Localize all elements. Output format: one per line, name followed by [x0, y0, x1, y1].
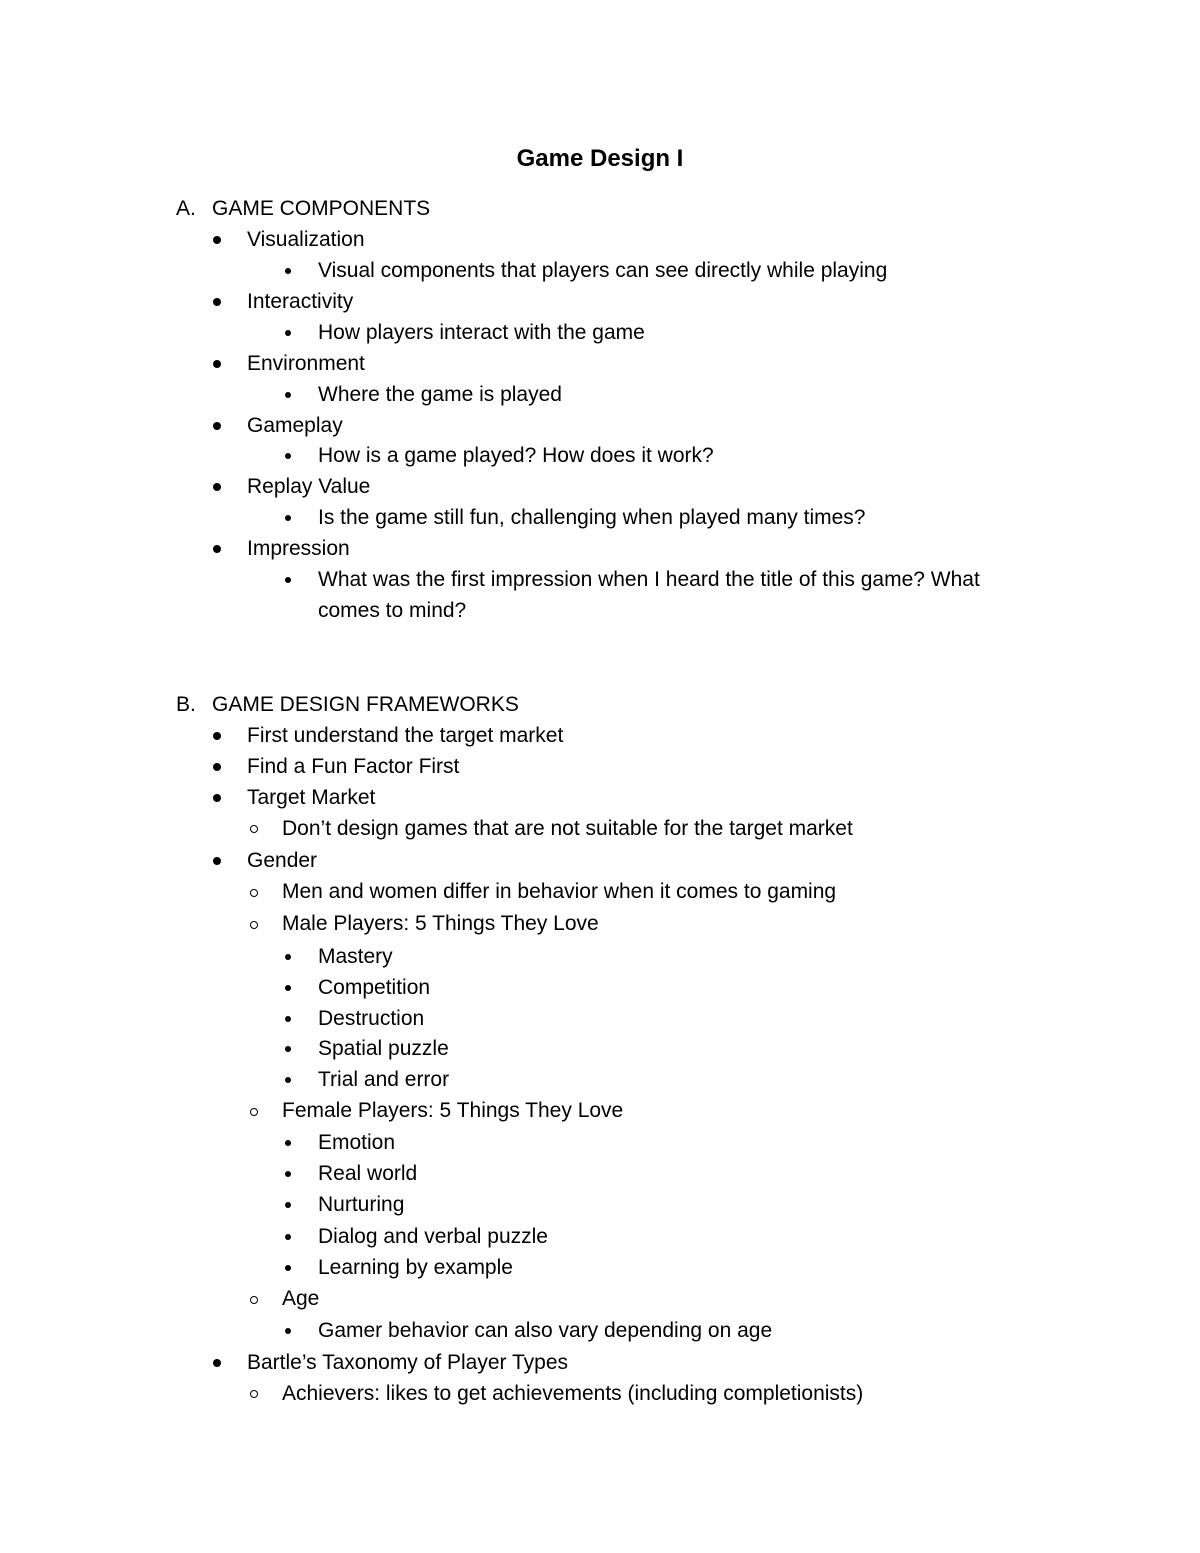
bullet-icon — [213, 236, 221, 244]
list-item: Emotion — [318, 1131, 396, 1154]
bullet-icon — [213, 422, 221, 430]
list-item: Men and women differ in behavior when it comes to gaming — [282, 880, 837, 903]
bullet-icon — [285, 1234, 291, 1240]
list-item: Visualization — [247, 228, 365, 251]
bullet-icon — [213, 483, 221, 491]
list-item: Destruction — [318, 1007, 425, 1030]
list-item: Gender — [247, 849, 318, 872]
list-item: Impression — [247, 537, 350, 560]
bullet-icon — [213, 360, 221, 368]
circle-bullet-icon — [250, 1108, 258, 1116]
section-b-heading: GAME DESIGN FRAMEWORKS — [212, 693, 519, 716]
list-item: Gamer behavior can also vary depending on age — [318, 1319, 773, 1342]
list-item: Target Market — [247, 786, 376, 809]
bullet-icon — [285, 1265, 291, 1271]
list-item: Learning by example — [318, 1256, 513, 1279]
list-item: How players interact with the game — [318, 321, 645, 344]
bullet-icon — [285, 1140, 291, 1146]
bullet-icon — [285, 1046, 291, 1052]
list-item-continuation: comes to mind? — [318, 599, 467, 622]
section-b-marker: B. — [176, 693, 196, 716]
page-title: Game Design I — [516, 145, 684, 172]
list-item: Dialog and verbal puzzle — [318, 1225, 548, 1248]
circle-bullet-icon — [250, 1296, 258, 1304]
bullet-icon — [213, 794, 221, 802]
bullet-icon — [285, 954, 291, 960]
bullet-icon — [285, 1202, 291, 1208]
bullet-icon — [213, 1359, 221, 1367]
bullet-icon — [285, 515, 291, 521]
list-item: Bartle’s Taxonomy of Player Types — [247, 1351, 568, 1374]
circle-bullet-icon — [250, 825, 258, 833]
list-item: Where the game is played — [318, 383, 562, 406]
bullet-icon — [285, 268, 291, 274]
bullet-icon — [213, 763, 221, 771]
list-item: Nurturing — [318, 1193, 405, 1216]
bullet-icon — [213, 732, 221, 740]
list-item: How is a game played? How does it work? — [318, 444, 714, 467]
section-a-heading: GAME COMPONENTS — [212, 197, 431, 220]
list-item: Is the game still fun, challenging when played many times? — [318, 506, 866, 529]
list-item: First understand the target market — [247, 724, 564, 747]
list-item: Competition — [318, 976, 431, 999]
list-item: Male Players: 5 Things They Love — [282, 912, 599, 935]
bullet-icon — [213, 857, 221, 865]
bullet-icon — [285, 1077, 291, 1083]
list-item: Spatial puzzle — [318, 1037, 449, 1060]
list-item: Find a Fun Factor First — [247, 755, 460, 778]
list-item: What was the first impression when I heard the title of this game? What — [318, 568, 980, 591]
list-item: Visual components that players can see directly while playing — [318, 259, 888, 282]
bullet-icon — [285, 1328, 291, 1334]
circle-bullet-icon — [250, 1390, 258, 1398]
list-item: Age — [282, 1287, 320, 1310]
bullet-icon — [213, 545, 221, 553]
list-item: Achievers: likes to get achievements (including completionists) — [282, 1382, 864, 1405]
list-item: Don’t design games that are not suitable for the target market — [282, 817, 853, 840]
list-item: Environment — [247, 352, 365, 375]
list-item: Mastery — [318, 945, 393, 968]
circle-bullet-icon — [250, 921, 258, 929]
list-item: Real world — [318, 1162, 418, 1185]
bullet-icon — [285, 985, 291, 991]
circle-bullet-icon — [250, 889, 258, 897]
bullet-icon — [285, 1171, 291, 1177]
list-item: Replay Value — [247, 475, 371, 498]
bullet-icon — [285, 392, 291, 398]
bullet-icon — [285, 577, 291, 583]
bullet-icon — [213, 298, 221, 306]
list-item: Interactivity — [247, 290, 354, 313]
list-item: Gameplay — [247, 414, 343, 437]
bullet-icon — [285, 1016, 291, 1022]
section-a-marker: A. — [176, 197, 196, 220]
bullet-icon — [285, 453, 291, 459]
bullet-icon — [285, 330, 291, 336]
list-item: Female Players: 5 Things They Love — [282, 1099, 624, 1122]
list-item: Trial and error — [318, 1068, 450, 1091]
